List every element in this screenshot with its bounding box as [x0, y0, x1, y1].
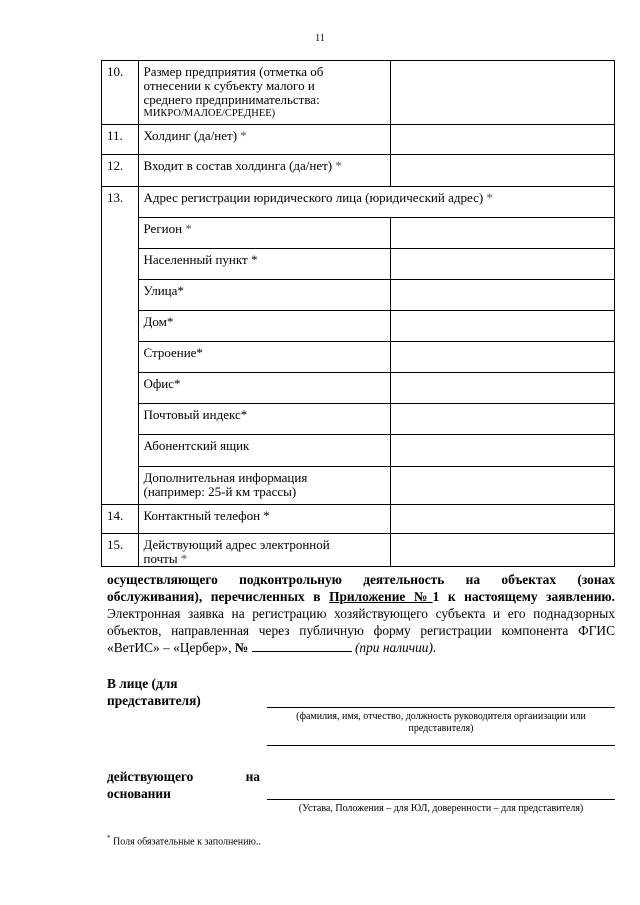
table-row [102, 505, 615, 534]
holding-value-field[interactable] [391, 125, 615, 155]
representative-extra-line[interactable] [267, 745, 615, 746]
label-text: Входит в состав холдинга (да/нет) [143, 158, 333, 173]
table-row [102, 125, 615, 155]
statement-paragraph [107, 571, 615, 656]
email-value-field[interactable] [391, 534, 615, 567]
label-text: почты [143, 551, 178, 566]
basis-document-line[interactable] [267, 799, 615, 800]
subrow-label-locality: Населенный пункт * [139, 249, 391, 280]
street-value-field[interactable] [391, 280, 615, 311]
table-row [102, 435, 615, 467]
label-line: Дополнительная информация [143, 470, 308, 485]
locality-value-field[interactable] [391, 249, 615, 280]
row-number: 11. [102, 125, 139, 155]
label-word: действующего [107, 769, 194, 784]
required-mark: * [182, 221, 192, 236]
appendix-number: 1 [432, 589, 440, 604]
representative-label [107, 675, 247, 709]
required-mark: * [332, 158, 342, 173]
representative-caption: (фамилия, имя, отчество, должность руководителя организации или представителя) [296, 711, 586, 734]
subrow-label-additional-info [139, 467, 391, 505]
subrow-label-region [139, 218, 391, 249]
row-number: 13. [102, 187, 139, 505]
statement-bold-text-2: к настоящему заявлению. [439, 589, 616, 604]
required-mark: * [177, 551, 188, 566]
enterprise-size-value-field[interactable] [391, 61, 615, 125]
label-text: Адрес регистрации юридического лица (юридический адрес) [143, 190, 484, 205]
row-number: 14. [102, 505, 139, 534]
row-number: 12. [102, 155, 139, 187]
statement-bold-text: осуществляющего подконтрольную деятельность на объектах (зонах обслуживания), перечисленных в [107, 572, 615, 604]
table-row [102, 404, 615, 435]
region-value-field[interactable] [391, 218, 615, 249]
table-row [102, 249, 615, 280]
label-word: на [245, 769, 260, 784]
label-line: Действующий адрес электронной [143, 537, 330, 552]
table-row [102, 187, 615, 218]
registration-form-table [101, 60, 615, 567]
basis-label [107, 768, 260, 802]
building-value-field[interactable] [391, 342, 615, 373]
table-row [102, 218, 615, 249]
basis-caption: (Устава, Положения – для ЮЛ, доверенности – для представителя) [298, 803, 584, 814]
table-row [102, 280, 615, 311]
table-row [102, 534, 615, 567]
label-word: основании [107, 786, 171, 801]
subrow-label-building: Строение* [139, 342, 391, 373]
label-text: Холдинг (да/нет) [143, 128, 238, 143]
statement-italic-note: (при наличии). [351, 640, 437, 655]
label-line: Размер предприятия (отметка об [143, 64, 324, 79]
footnote [107, 832, 261, 848]
row-number: 10. [102, 61, 139, 125]
row-label-email [139, 534, 391, 567]
number-sign: № [234, 640, 249, 655]
in-holding-value-field[interactable] [391, 155, 615, 187]
subrow-label-house: Дом* [139, 311, 391, 342]
additional-info-value-field[interactable] [391, 467, 615, 505]
subrow-label-po-box: Абонентский ящик [139, 435, 391, 467]
row-label-in-holding [139, 155, 391, 187]
appendix-reference [329, 589, 433, 604]
appendix-link-text: Приложение № [329, 589, 433, 604]
row-label-legal-address [139, 187, 615, 218]
row-label-enterprise-size [139, 61, 391, 125]
footnote-mark: * [107, 834, 111, 842]
row-number: 15. [102, 534, 139, 567]
table-row [102, 61, 615, 125]
po-box-value-field[interactable] [391, 435, 615, 467]
label-line [143, 552, 386, 566]
house-value-field[interactable] [391, 311, 615, 342]
label-text: Регион [143, 221, 183, 236]
subrow-label-postal-code: Почтовый индекс* [139, 404, 391, 435]
subrow-label-street: Улица* [139, 280, 391, 311]
table-row [102, 467, 615, 505]
office-value-field[interactable] [391, 373, 615, 404]
label-line: (например: 25-й км трассы) [143, 484, 297, 499]
subrow-label-office: Офис* [139, 373, 391, 404]
table-row [102, 155, 615, 187]
row-label-phone: Контактный телефон * [139, 505, 391, 534]
label-line: представителя) [107, 693, 201, 708]
label-line: В лице (для [107, 676, 178, 691]
phone-value-field[interactable] [391, 505, 615, 534]
row-label-holding [139, 125, 391, 155]
table-row [102, 311, 615, 342]
representative-name-line[interactable] [267, 707, 615, 708]
page-number: 11 [315, 33, 325, 44]
application-number-field[interactable] [252, 639, 352, 652]
required-mark: * [237, 128, 247, 143]
table-row [102, 373, 615, 404]
footnote-text: Поля обязательные к заполнению.. [110, 836, 261, 848]
postal-code-value-field[interactable] [391, 404, 615, 435]
table-row [102, 342, 615, 373]
statement-regular-text: Электронная заявка на регистрацию хозяйствующего субъекта и его поднадзорных объектов, направленная через публичную форму регистрации компонента ФГИС «ВетИС» – «Цербер», [107, 606, 615, 655]
required-mark: * [483, 190, 493, 205]
label-line: МИКРО/МАЛОЕ/СРЕДНЕЕ) [143, 108, 276, 119]
label-line: отнесении к субъекту малого и [143, 78, 315, 93]
label-line: среднего предпринимательства: [143, 92, 320, 107]
